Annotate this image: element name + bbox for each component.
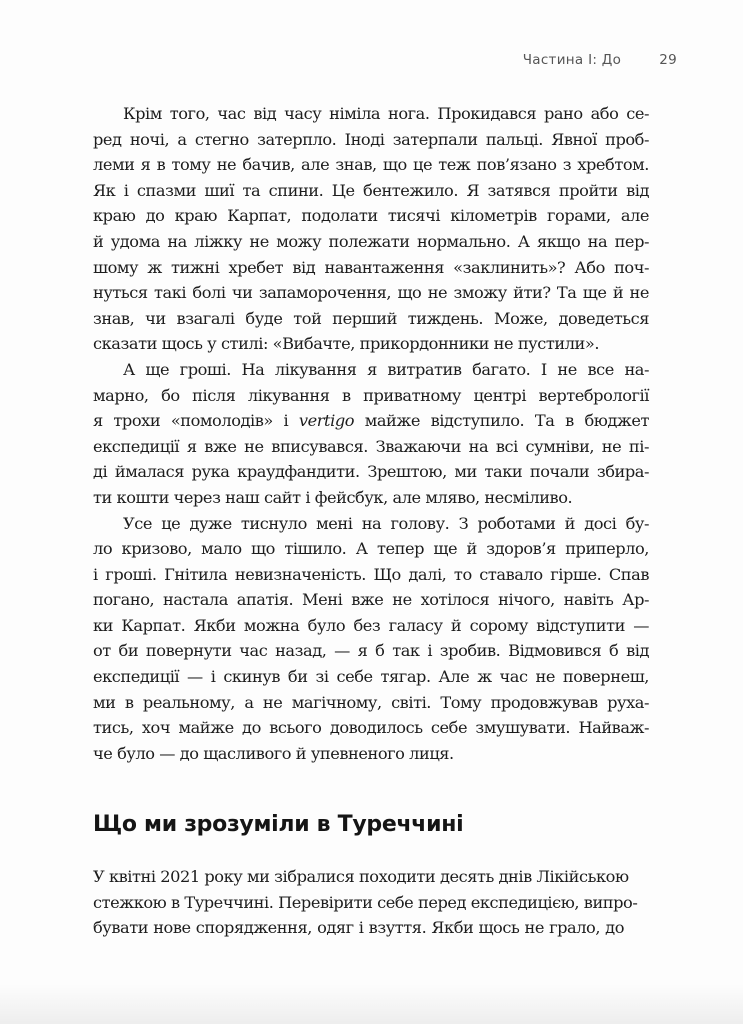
text-line: експедиції — і скинув би зі себе тягар. Але ж час не повернеш, [93, 667, 649, 687]
text-line-vertigo [93, 408, 649, 434]
text-line: леми я в тому не бачив, але знав, що це теж пов’язано з хребтом. [93, 155, 649, 175]
text-line: Як і спазми шиї та спини. Це бентежило. Я затявся пройти від [93, 180, 649, 200]
text-line: ло кризово, мало що тішило. А тепер ще й здоров’я приперло, [93, 539, 649, 559]
body-text-top [93, 101, 649, 766]
text-line: шому ж тижні хребет від навантаження «заклинить»? Або поч- [93, 257, 649, 277]
text-line: ді ймалася рука краудфандити. Зрештою, ми таки почали збира- [93, 462, 649, 482]
text-line: тись, хоч майже до всього доводилось себе змушувати. Найваж- [93, 718, 649, 738]
text-line: Усе це дуже тиснуло мені на голову. З роботами й досі бу- [123, 513, 649, 533]
text-line: бувати нове спорядження, одяг і взуття. Якби щось не грало, до [93, 918, 624, 938]
running-head-section: Частина І: До [522, 52, 622, 68]
text-line: от би повернути час назад, — я б так і зробив. Відмовився б від [93, 641, 649, 661]
text-line: У квітні 2021 року ми зібралися походити десять днів Лікійською [93, 867, 629, 886]
page-number: 29 [659, 52, 677, 68]
body-text-bottom [93, 864, 638, 941]
text-line: знав, чи взагалі буде той перший тиждень. Може, доведеться [93, 308, 649, 328]
text-line: експедиції я вже не вписувався. Зважаючи на всі сумніви, не пі- [93, 436, 649, 456]
vertigo-line-text: я трохи «помолодів» і vertigo майже відступило. Та в бюджет [93, 411, 649, 431]
text-line: Крім того, час від часу німіла нога. Прокидався рано або се- [123, 104, 649, 123]
text-line: погано, настала апатія. Мені вже не хотілося нічого, навіть Ар- [93, 590, 649, 610]
text-line: сказати щось у стилі: «Вибачте, прикордонники не пустили». [93, 334, 600, 354]
text-line: нуться такі болі чи запаморочення, що не зможу йти? Та ще й не [93, 283, 649, 303]
text-line: стежкою в Туреччині. Перевірити себе перед експедицією, випро- [93, 892, 638, 912]
text-line: марно, бо після лікування в приватному центрі вертебрології [93, 385, 649, 405]
text-line: ки Карпат. Якби можна було без галасу й сорому відступити — [93, 615, 649, 635]
text-line: А ще гроші. На лікування я витратив багато. І не все на- [123, 359, 649, 379]
section-heading: Що ми зрозуміли в Туреччині [93, 812, 464, 837]
text-line: ред ночі, а стегно затерпло. Іноді затерпали пальці. Явної проб- [93, 129, 649, 149]
text-line: краю до краю Карпат, подолати тисячі кілометрів горами, але [93, 206, 649, 226]
text-line: і гроші. Гнітила невизначеність. Що далі, то ставало гірше. Спав [93, 564, 649, 584]
running-head [523, 52, 677, 68]
text-line: ти кошти через наш сайт і фейсбук, але мляво, несміливо. [93, 487, 573, 507]
page-bottom-shadow [0, 984, 743, 1024]
text-line: че було — до щасливого й упевненого лиця. [93, 743, 454, 763]
text-line: ми в реальному, а не магічному, світі. Тому продовжував руха- [93, 692, 649, 712]
italic-term: vertigo [298, 411, 355, 431]
text-line: й удома на ліжку не можу полежати нормально. А якщо на пер- [93, 231, 649, 251]
